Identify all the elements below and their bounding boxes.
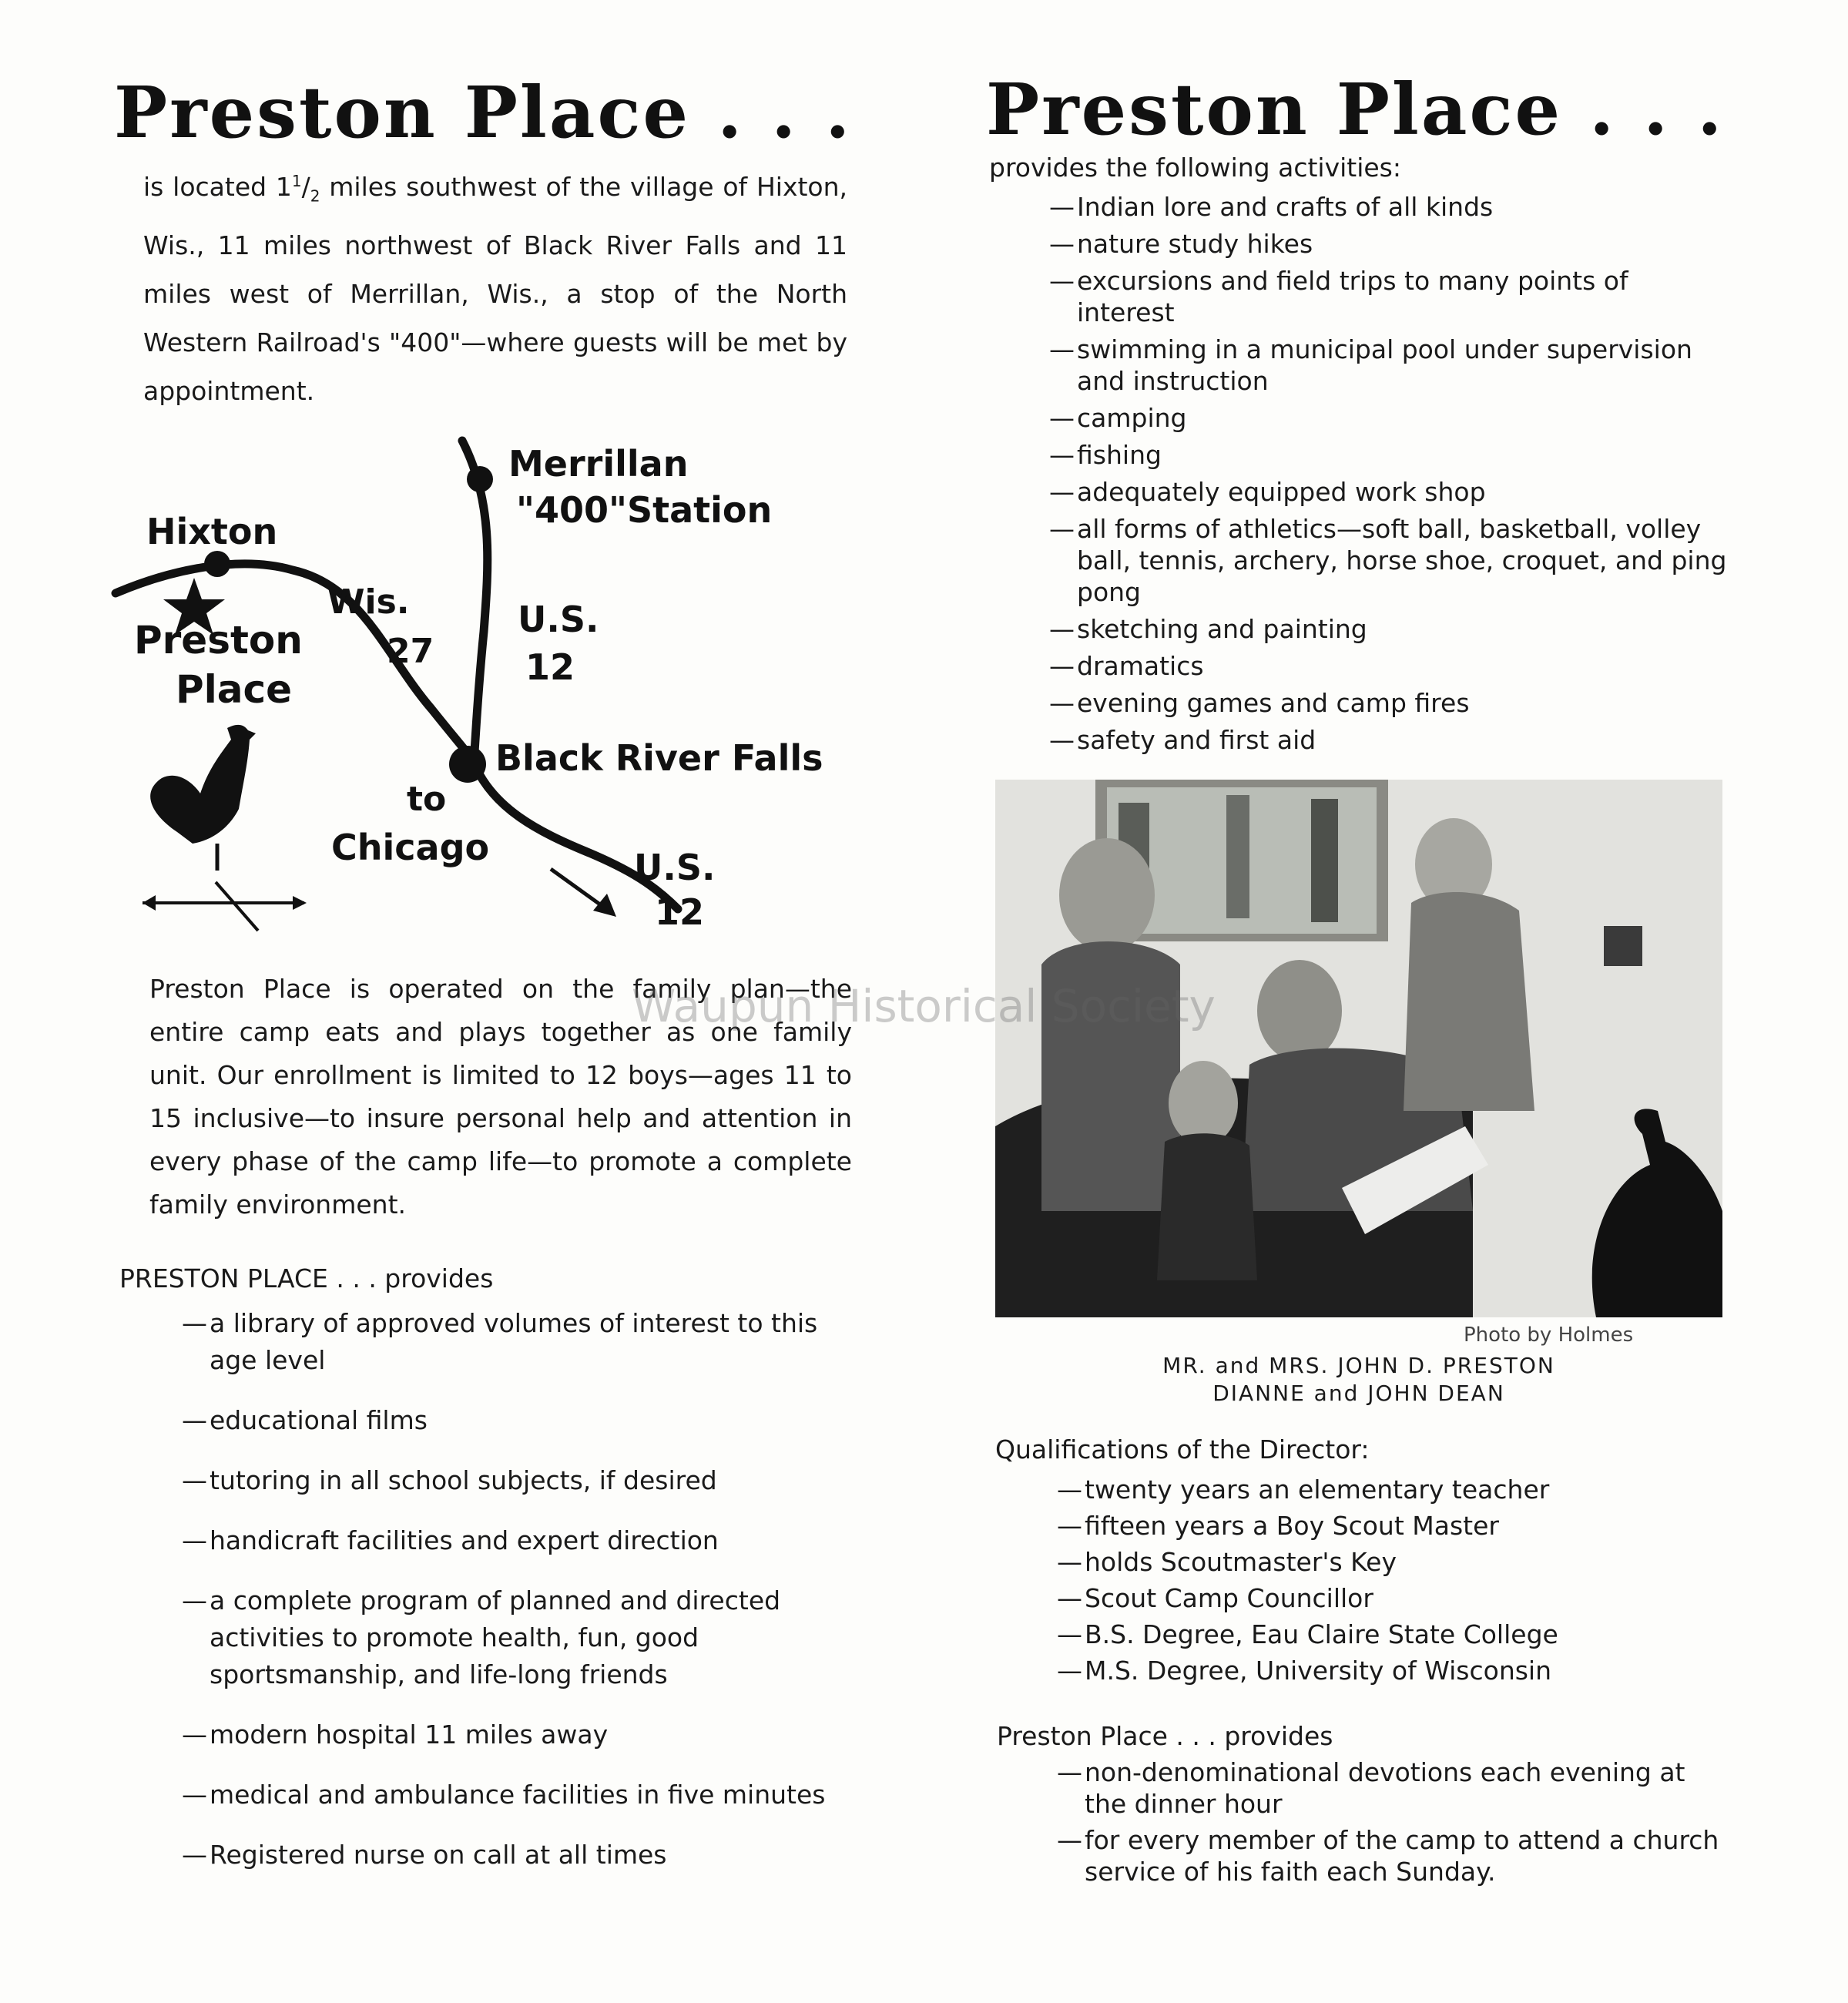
- fraction-numerator: 1: [291, 172, 302, 190]
- weathervane-rooster-icon: [143, 725, 307, 931]
- list-item: —fishing: [1049, 440, 1162, 470]
- camp-label-line1: Preston: [134, 618, 303, 663]
- hixton-dot: [204, 551, 230, 577]
- watermark: Waupun Historical Society: [632, 980, 1216, 1032]
- list-item: —evening games and camp fires: [1049, 688, 1470, 718]
- provides-heading: PRESTON PLACE . . . provides: [119, 1263, 494, 1293]
- list-item: —medical and ambulance facilities in five minutes: [182, 1780, 826, 1810]
- left-heading: Preston Place . . .: [114, 71, 853, 154]
- list-item: —a library of approved volumes of interest to this age level: [182, 1308, 818, 1375]
- qualifications-list: [1057, 1471, 1735, 1689]
- location-rest: miles southwest of the village of Hixton, Wis., 11 miles northwest of Black River Falls and 11 miles west of Merrillan, Wis., a stop of the North Western Railroad's "400"—where guests will be met by appointment.: [143, 172, 848, 406]
- provides2-heading: Preston Place . . . provides: [997, 1721, 1333, 1751]
- black-river-falls-dot: [449, 746, 486, 783]
- list-item: —B.S. Degree, Eau Claire State College: [1057, 1619, 1558, 1649]
- station-label: "400"Station: [516, 489, 773, 531]
- list-item: —Registered nurse on call at all times: [182, 1840, 667, 1870]
- route-wis-number: 27: [387, 632, 434, 671]
- activities-intro: provides the following activities:: [989, 153, 1401, 183]
- list-item: —Scout Camp Councillor: [1057, 1583, 1373, 1613]
- location-paragraph: [143, 157, 847, 415]
- list-item: —safety and first aid: [1049, 725, 1316, 755]
- list-item: —M.S. Degree, University of Wisconsin: [1057, 1656, 1552, 1686]
- list-item: —educational films: [182, 1405, 428, 1435]
- photo-caption-line2: DIANNE and JOHN DEAN: [1212, 1381, 1505, 1406]
- list-item: —nature study hikes: [1049, 229, 1313, 259]
- list-item: —tutoring in all school subjects, if desired: [182, 1465, 717, 1495]
- photo-credit: Photo by Holmes: [1464, 1324, 1634, 1347]
- photo-caption-line1: MR. and MRS. JOHN D. PRESTON: [1162, 1353, 1555, 1378]
- merrillan-dot: [467, 466, 493, 492]
- list-item: —dramatics: [1049, 651, 1204, 681]
- route-wis-label: Wis.: [327, 582, 410, 622]
- right-heading: Preston Place . . .: [986, 68, 1725, 151]
- list-item: —a complete program of planned and directed activities to promote health, fun, good sportsmanship, and life-long friends: [182, 1585, 781, 1689]
- provides-list: [182, 1305, 852, 1897]
- list-item: —handicraft facilities and expert direction: [182, 1525, 719, 1555]
- list-item: —camping: [1049, 403, 1187, 433]
- black-river-falls-label: Black River Falls: [495, 737, 823, 779]
- chicago-label: Chicago: [331, 827, 490, 868]
- list-item: —modern hospital 11 miles away: [182, 1719, 609, 1750]
- route-us-north-label: U.S.: [518, 599, 599, 640]
- list-item: —adequately equipped work shop: [1049, 477, 1486, 507]
- list-item: —twenty years an elementary teacher: [1057, 1475, 1550, 1505]
- route-us-north-number: 12: [525, 646, 575, 688]
- route-us-south-label: U.S.: [634, 847, 716, 888]
- hixton-label: Hixton: [146, 511, 278, 552]
- to-label: to: [407, 780, 447, 819]
- list-item: —non-denominational devotions each evening at the dinner hour: [1057, 1757, 1685, 1819]
- family-photo: [995, 780, 1722, 1317]
- route-us-south-number: 12: [655, 891, 705, 933]
- family-photo-illustration: [995, 780, 1722, 1317]
- fraction-slash: /: [301, 172, 310, 202]
- list-item: —holds Scoutmaster's Key: [1057, 1547, 1397, 1577]
- list-item: —Indian lore and crafts of all kinds: [1049, 192, 1494, 222]
- location-lead: is located 1: [143, 172, 292, 202]
- list-item: —fifteen years a Boy Scout Master: [1057, 1511, 1499, 1541]
- list-item: —sketching and painting: [1049, 614, 1367, 644]
- route-map: [108, 431, 878, 955]
- qualifications-heading: Qualifications of the Director:: [995, 1434, 1370, 1465]
- activities-list: [1049, 191, 1727, 761]
- family-plan-paragraph: Preston Place is operated on the family plan—the entire camp eats and plays together as one family unit. Our enrollment is limited to 12 boys—ages 11 to 15 inclusive—to insure personal help and attention in every phase of the camp life—to promote a complete family environment.: [149, 974, 852, 1220]
- list-item: —for every member of the camp to attend a church service of his faith each Sunday.: [1057, 1825, 1719, 1887]
- provides2-list: [1057, 1756, 1735, 1892]
- list-item: —excursions and field trips to many points of interest: [1049, 266, 1628, 327]
- list-item: —all forms of athletics—soft ball, basketball, volley ball, tennis, archery, horse shoe, croquet, and ping pong: [1049, 514, 1727, 607]
- fraction-denominator: 2: [310, 186, 320, 206]
- list-item: —swimming in a municipal pool under supervision and instruction: [1049, 334, 1692, 396]
- merrillan-label: Merrillan: [508, 443, 689, 485]
- camp-label-line2: Place: [176, 667, 293, 712]
- arrow-head: [593, 894, 616, 917]
